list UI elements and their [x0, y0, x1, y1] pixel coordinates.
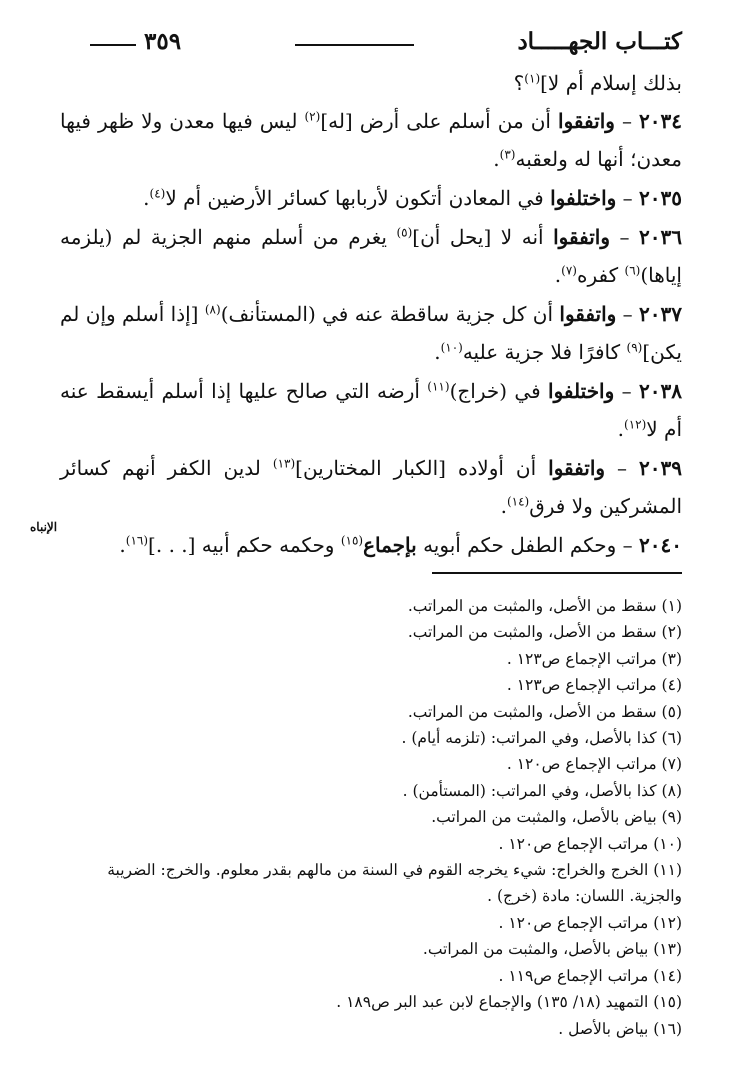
footnote: (٦) كذا بالأصل، وفي المراتب: (تلزمه أيام) .: [401, 729, 682, 748]
paragraph-2038: ٢٠٣٨ – واختلفوا في (خراج)$^{(١١)}$ أرضه التي صالح عليها إذا أسلم أيسقط عنه أم لا$^{(١٢)}$.: [60, 379, 683, 441]
paragraph-2036: ٢٠٣٦ – واتفقوا أنه لا [يحل أن]$^{(٥)}$ يغرم من أسلم منهم الجزية لم (يلزمه إياها)$^{(٦)}$ كفره$^{(٧)}$.: [60, 225, 683, 287]
keyword: واتفقوا: [548, 456, 606, 480]
footnote-ref: (٩): [626, 340, 643, 355]
main-text: [60, 64, 682, 565]
keyword: واتفقوا: [553, 225, 610, 249]
keyword: واختلفوا: [550, 186, 617, 210]
page-number: ٣٥٩: [144, 28, 182, 55]
paragraph-number: ٢٠٣٩: [639, 456, 683, 480]
footnote-ref: (١٠): [440, 340, 463, 355]
footnote: (٣) مراتب الإجماع ص١٢٣ .: [506, 649, 682, 668]
margin-note: الإنباه: [30, 520, 58, 534]
paragraph-2037: ٢٠٣٧ – واتفقوا أن كل جزية ساقطة عنه في (المستأنف)$^{(٨)}$ [إذا أسلم وإن لم يكن]$^{(٩)}$ كافرًا فلا جزية عليه$^{(١٠)}$.: [60, 302, 683, 364]
paragraph-number: ٢٠٣٤: [639, 109, 682, 133]
footnote-ref: (٢): [304, 109, 321, 124]
footnote-ref: (٥): [396, 225, 413, 240]
opening-line: بذلك إسلام أم لا]$^{(١)}$؟: [513, 71, 682, 95]
footnote-ref: (٧): [561, 263, 577, 278]
footnote: (٢) سقط من الأصل، والمثبت من المراتب.: [407, 623, 682, 642]
footnote-ref: (١٤): [506, 494, 530, 509]
running-header: [90, 26, 682, 60]
paragraph-number: ٢٠٤٠: [639, 533, 682, 557]
header-rule: [295, 44, 414, 46]
keyword: واتفقوا: [558, 109, 615, 133]
paragraph-2034: ٢٠٣٤ – واتفقوا أن من أسلم على أرض [له]$^{(٢)}$ ليس فيها معدن ولا ظهر فيها معدن؛ أنها له ولعقبه$^{(٣)}$.: [60, 109, 682, 171]
footnote-ref: (٣): [499, 147, 516, 162]
footnote-ref: (٦): [624, 263, 641, 278]
footnote-ref: (١٣): [272, 456, 296, 471]
header-rule-left: [90, 44, 136, 46]
paragraph-2035: ٢٠٣٥ – واختلفوا في المعادن أتكون لأربابها كسائر الأرضين أم لا$^{(٤)}$.: [143, 186, 682, 210]
footnote: (١) سقط من الأصل، والمثبت من المراتب.: [407, 597, 682, 615]
footnote: (١٤) مراتب الإجماع ص١١٩ .: [498, 966, 682, 985]
paragraph-number: ٢٠٣٦: [639, 225, 683, 249]
footnote: (١٢) مراتب الإجماع ص١٢٠ .: [498, 913, 682, 932]
running-title: كتـــاب الجهـــــاد: [517, 28, 682, 55]
footnote: (١٦) بياض بالأصل .: [558, 1019, 682, 1038]
paragraph-number: ٢٠٣٨: [639, 379, 683, 403]
footnote-ref: (٨): [204, 302, 221, 317]
footnote: (٤) مراتب الإجماع ص١٢٣ .: [506, 676, 682, 695]
footnote-ref: (١): [524, 71, 541, 86]
paragraph-number: ٢٠٣٧: [639, 302, 683, 326]
paragraph-number: ٢٠٣٥: [639, 186, 682, 210]
footnote: (١٣) بياض بالأصل، والمثبت من المراتب.: [422, 940, 682, 959]
footnote: (٥) سقط من الأصل، والمثبت من المراتب.: [407, 702, 682, 721]
footnote-ref: (١٦): [125, 533, 149, 548]
footnote-ref: (١٥): [340, 533, 364, 548]
keyword: واختلفوا: [548, 379, 615, 403]
footnote-ref: (١٢): [624, 417, 647, 432]
footnote: (٩) بياض بالأصل، والمثبت من المراتب.: [431, 808, 682, 827]
keyword: بإجماع: [363, 533, 417, 557]
footnote: (٨) كذا بالأصل، وفي المراتب: (المستأمن) .: [402, 781, 682, 800]
footnote: (١١) الخرج والخراج: شيء يخرجه القوم في السنة من مالهم بقدر معلوم. والخرج: الضريبة والجزية. اللسان: مادة (خرج) .: [107, 861, 682, 906]
footnote-separator: [432, 572, 682, 574]
footnotes: [70, 593, 682, 1042]
paragraph-2040: ٢٠٤٠ – وحكم الطفل حكم أبويه بإجماع$^{(١٥)}$ وحكمه حكم أبيه [. . .]$^{(١٦)}$.: [119, 533, 682, 557]
footnote: (١٠) مراتب الإجماع ص١٢٠ .: [498, 834, 682, 853]
footnote-ref: (٤): [149, 186, 166, 201]
footnote: (١٥) التمهيد (١٨/ ١٣٥) والإجماع لابن عبد البر ص١٨٩ .: [336, 993, 682, 1012]
keyword: واتفقوا: [559, 302, 617, 326]
footnote-ref: (١١): [427, 379, 450, 394]
paragraph-2039: ٢٠٣٩ – واتفقوا أن أولاده [الكبار المختارين]$^{(١٣)}$ لدين الكفر أنهم كسائر المشركين ولا فرق$^{(١٤)}$.: [60, 456, 683, 518]
footnote: (٧) مراتب الإجماع ص١٢٠ .: [506, 755, 682, 774]
